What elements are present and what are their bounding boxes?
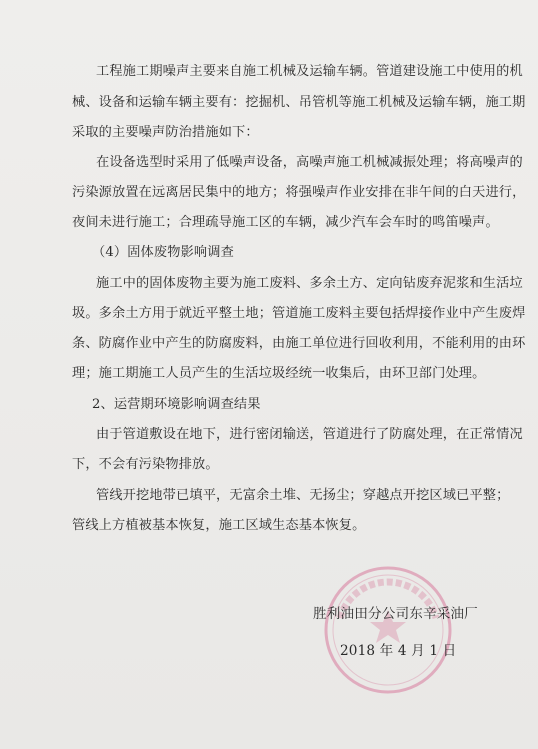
paragraph-line: 采取的主要噪声防治措施如下： — [72, 125, 259, 140]
paragraph-line: 在设备选型时采用了低噪声设备，高噪声施工机械减振处理；将高噪声的 — [96, 155, 523, 170]
paragraph-line: 工程施工期噪声主要来自施工机械及运输车辆。管道建设施工中使用的机 — [96, 64, 523, 79]
paragraph-line: 条、防腐作业中产生的防腐废料，由施工单位进行回收利用，不能利用的由环 — [72, 336, 526, 351]
paragraph-line: 由于管道敷设在地下，进行密闭输送，管道进行了防腐处理，在正常情况 — [96, 427, 523, 442]
paragraph-line: 理；施工期施工人员产生的生活垃圾经统一收集后，由环卫部门处理。 — [72, 366, 486, 381]
official-seal-stamp — [318, 560, 458, 700]
signature-date: 2018 年 4 月 1 日 — [340, 643, 457, 659]
paragraph-line: 械、设备和运输车辆主要有：挖掘机、吊管机等施工机械及运输车辆，施工期 — [72, 95, 526, 110]
paragraph-line: 污染源放置在远离居民集中的地方；将强噪声作业安排在非午间的白天进行， — [72, 185, 526, 200]
paragraph-line: 管线上方植被基本恢复，施工区域生态基本恢复。 — [72, 518, 366, 533]
section-heading: 2、运营期环境影响调查结果 — [92, 397, 261, 412]
signature-org: 胜利油田分公司东辛采油厂 — [313, 606, 478, 622]
paragraph-line: 下，不会有污染物排放。 — [72, 457, 219, 472]
paragraph-line: 管线开挖地带已填平，无富余土堆、无扬尘；穿越点开挖区域已平整； — [96, 488, 510, 503]
section-heading: （4）固体废物影响调查 — [92, 245, 234, 260]
paragraph-line: 夜间未进行施工；合理疏导施工区的车辆，减少汽车会车时的鸣笛噪声。 — [72, 215, 499, 230]
paragraph-line: 施工中的固体废物主要为施工废料、多余土方、定向钻废弃泥浆和生活垃 — [96, 276, 523, 291]
paragraph-line: 圾。多余土方用于就近平整土地；管道施工废料主要包括焊接作业中产生废焊 — [72, 306, 526, 321]
